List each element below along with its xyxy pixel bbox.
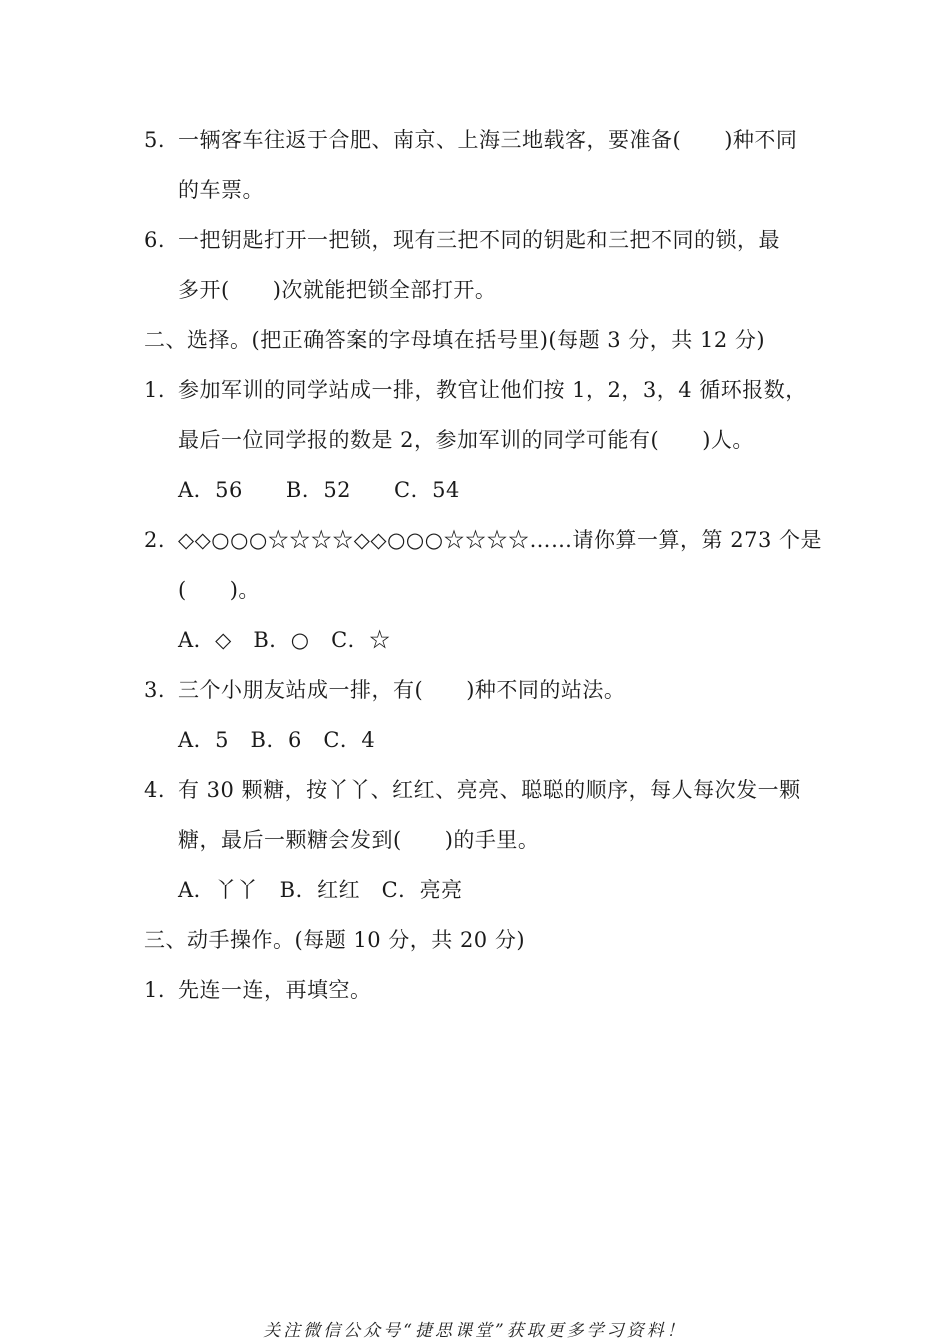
question-5-line-2: 的车票。 bbox=[178, 178, 264, 202]
choice-question-4-line-1 bbox=[144, 776, 801, 804]
choice-question-3-text-1: 三个小朋友站成一排，有( )种不同的站法。 bbox=[178, 678, 626, 702]
choice-question-1-line-1 bbox=[144, 376, 807, 404]
section-2-heading: 二、选择。(把正确答案的字母填在括号里)(每题 3 分，共 12 分) bbox=[144, 328, 766, 352]
question-6-line-2: 多开( )次就能把锁全部打开。 bbox=[178, 278, 497, 302]
choice-question-3-number: 3. bbox=[144, 678, 166, 702]
choice-question-1-number: 1. bbox=[144, 378, 166, 402]
choice-question-1-options: A．56 B．52 C．54 bbox=[178, 478, 460, 502]
choice-question-3-options: A．5 B．6 C．4 bbox=[178, 728, 376, 752]
section-3-heading: 三、动手操作。(每题 10 分，共 20 分) bbox=[144, 928, 526, 952]
operation-question-1-text-1: 先连一连，再填空。 bbox=[178, 978, 372, 1002]
choice-question-2-line-1 bbox=[144, 526, 822, 554]
question-6-number: 6. bbox=[144, 228, 166, 252]
choice-question-1-text-1: 参加军训的同学站成一排，教官让他们按 1，2，3，4 循环报数， bbox=[178, 378, 807, 402]
choice-question-2-options: A．◇ B．○ C．☆ bbox=[178, 628, 391, 652]
choice-question-4-text-1: 有 30 颗糖，按丫丫、红红、亮亮、聪聪的顺序，每人每次发一颗 bbox=[178, 778, 801, 802]
choice-question-1-line-2: 最后一位同学报的数是 2，参加军训的同学可能有( )人。 bbox=[178, 428, 754, 452]
choice-question-4-options: A．丫丫 B．红红 C．亮亮 bbox=[178, 878, 463, 902]
operation-question-1-number: 1. bbox=[144, 978, 166, 1002]
question-6-line-1 bbox=[144, 226, 780, 254]
question-5-number: 5. bbox=[144, 128, 166, 152]
operation-question-1-line-1 bbox=[144, 976, 372, 1004]
choice-question-2-number: 2. bbox=[144, 528, 166, 552]
choice-question-4-line-2: 糖，最后一颗糖会发到( )的手里。 bbox=[178, 828, 540, 852]
choice-question-2-text-1: ◇◇○○○☆☆☆☆◇◇○○○☆☆☆☆……请你算一算，第 273 个是 bbox=[178, 528, 822, 552]
question-6-text-1: 一把钥匙打开一把锁，现有三把不同的钥匙和三把不同的锁，最 bbox=[178, 228, 780, 252]
choice-question-4-number: 4. bbox=[144, 778, 166, 802]
question-5-line-1 bbox=[144, 126, 797, 154]
footer-note: 关注微信公众号“捷思课堂”获取更多学习资料！ bbox=[263, 1321, 687, 1341]
choice-question-3-line-1 bbox=[144, 676, 625, 704]
choice-question-2-line-2: ( )。 bbox=[178, 578, 260, 602]
question-5-text-1: 一辆客车往返于合肥、南京、上海三地载客，要准备( )种不同 bbox=[178, 128, 798, 152]
